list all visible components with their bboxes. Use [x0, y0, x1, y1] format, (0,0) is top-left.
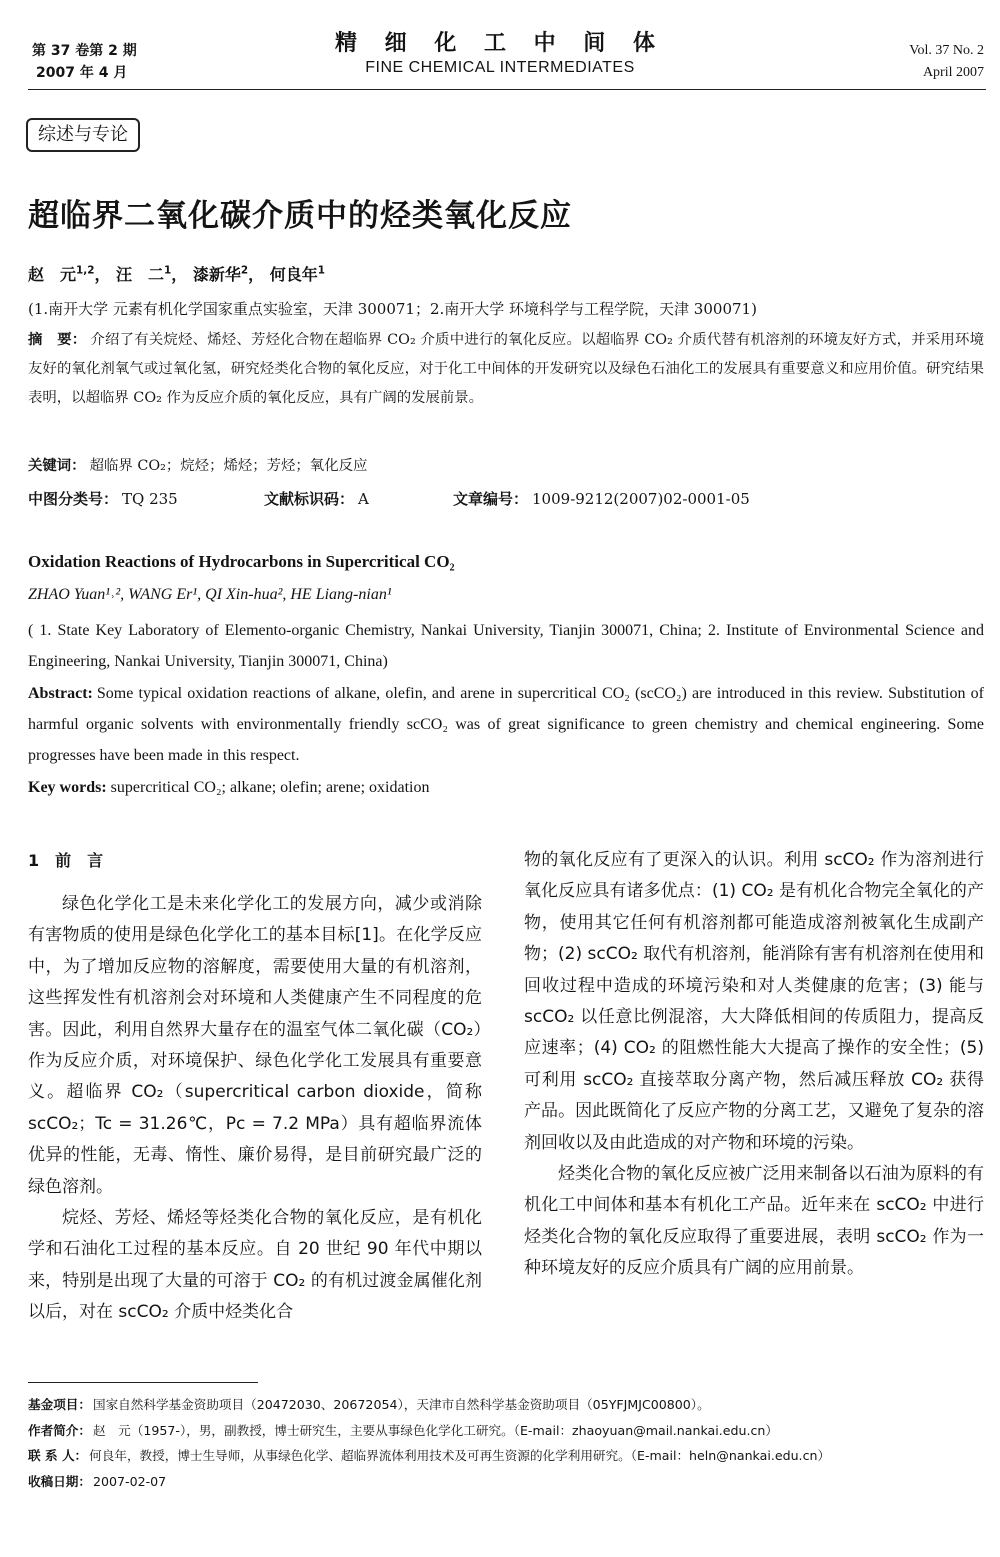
- date-en: April 2007: [922, 65, 984, 80]
- footnote-label: 联 系 人：: [28, 1448, 88, 1463]
- keywords-cn-label: 关键词：: [28, 458, 86, 474]
- abstract-cn-label: 摘 要：: [28, 332, 87, 348]
- author-name: 何良年: [269, 265, 318, 284]
- body-paragraph: 烃类化合物的氧化反应被广泛用来制备以石油为原料的有机化工中间体和基本有机化工产品。近年来在 scCO₂ 中进行烃类化合物的氧化反应取得了重要进展，表明 scCO₂ 作为一种环境友好的反应介质具有广阔的应用前景。: [524, 1164, 984, 1279]
- volume-issue-en: Vol. 37 No. 2: [909, 43, 984, 58]
- date-cn: 2007 年 4 月: [36, 65, 128, 81]
- volume-issue-cn: 第 37 卷第 2 期: [32, 43, 137, 59]
- author-affil-mark: 1,2: [76, 264, 95, 277]
- article-number-value: 1009-9212(2007)02-0001-05: [532, 490, 750, 508]
- author-separator: ，: [171, 265, 188, 284]
- footnote-label: 基金项目：: [28, 1397, 91, 1412]
- footnote-divider: [28, 1382, 258, 1383]
- english-keywords-label: Key words:: [28, 779, 107, 796]
- clc-label: 中图分类号：: [28, 490, 119, 508]
- footnotes: [28, 1392, 984, 1494]
- header-right: [909, 40, 984, 84]
- journal-name-cn: 精 细 化 工 中 间 体: [335, 31, 665, 56]
- english-title: Oxidation Reactions of Hydrocarbons in Supercritical CO₂: [28, 552, 455, 571]
- doc-code-label: 文献标识码：: [264, 490, 355, 508]
- author-separator: ，: [248, 265, 265, 284]
- header-divider: [28, 89, 986, 90]
- keywords-cn: [28, 452, 984, 481]
- author-list: [28, 262, 325, 285]
- paper-title: 超临界二氧化碳介质中的烃类氧化反应: [28, 198, 572, 234]
- author-name: 汪 二: [116, 265, 165, 284]
- footnote-contact: [28, 1443, 984, 1469]
- section-tag: 综述与专论: [26, 118, 140, 152]
- footnote-text: 赵 元（1957-），男，副教授，博士研究生，主要从事绿色化学化工研究。（E-mail：zhaoyuan@mail.nankai.edu.cn）: [92, 1422, 778, 1438]
- doc-code-value: A: [358, 490, 369, 508]
- footnote-text: 2007-02-07: [92, 1473, 167, 1489]
- author-name: 漆新华: [192, 265, 241, 284]
- footnote-text: 何良年，教授，博士生导师，从事绿色化学、超临界流体利用技术及可再生资源的化学利用研究。（E-mail：heln@nankai.edu.cn）: [89, 1448, 831, 1463]
- author-affil-mark: 2: [240, 264, 249, 277]
- body-column-right: [524, 845, 984, 1285]
- footnote-label: 作者简介：: [28, 1422, 91, 1438]
- abstract-cn-text: 介绍了有关烷烃、烯烃、芳烃化合物在超临界 CO₂ 介质中进行的氧化反应。以超临界 CO₂ 介质代替有机溶剂的环境友好方式，并采用环境友好的氧化剂氧气或过氧化氢，研究烃类化合物的氧化反应，对于化工中间体的开发研究以及绿色石油化工的发展具有重要意义和应用价值。研究结果表明，以超临界 CO₂ 作为反应介质的氧化反应，具有广阔的发展前景。: [28, 332, 984, 406]
- english-abstract-label: Abstract:: [28, 685, 93, 702]
- header-left: [32, 40, 137, 84]
- english-affiliation: ( 1. State Key Laboratory of Elemento-organic Chemistry, Nankai University, Tianjin 300071, China; 2. Institute of Environmental Science and Engineering, Nankai University, Tianjin 300071, China): [28, 622, 984, 670]
- english-keywords: [28, 772, 984, 803]
- article-number-label: 文章编号：: [453, 490, 529, 508]
- english-authors: ZHAO Yuan¹˒², WANG Er¹, QI Xin-hua², HE Liang-nian¹: [28, 586, 392, 603]
- clc-number: [28, 485, 178, 513]
- body-paragraph: 物的氧化反应有了更深入的认识。利用 scCO₂ 作为溶剂进行氧化反应具有诸多优点：(1) CO₂ 是有机化合物完全氧化的产物，使用其它任何有机溶剂都可能造成溶剂被氧化生成副产物；(2) scCO₂ 取代有机溶剂，能消除有害有机溶剂在使用和回收过程中造成的环境污染和对人类健康的危害；(3) 能与 scCO₂ 以任意比例混溶，大大降低相间的传质阻力，提高反应速率；(4) CO₂ 的阻燃性能大大提高了操作的安全性；(5) 可利用 scCO₂ 直接萃取分离产物，然后减压释放 CO₂ 获得产品。因此既简化了反应产物的分离工艺，又避免了复杂的溶剂回收以及由此造成的对产物和环境的污染。: [524, 850, 984, 1153]
- author-separator: ，: [94, 265, 111, 284]
- footnote-author: [28, 1418, 984, 1444]
- body-paragraph: 烷烃、芳烃、烯烃等烃类化合物的氧化反应，是有机化学和石油化工过程的基本反应。自 20 世纪 90 年代中期以来，特别是出现了大量的可溶于 CO₂ 的有机过渡金属催化剂以后，对在 scCO₂ 介质中烃类化合: [28, 1208, 482, 1323]
- affiliation-cn: (1.南开大学 元素有机化学国家重点实验室，天津 300071；2.南开大学 环境科学与工程学院，天津 300071): [28, 300, 757, 318]
- footnote-label: 收稿日期：: [28, 1473, 91, 1489]
- footnote-received: [28, 1469, 984, 1495]
- body-paragraph: 绿色化学化工是未来化学化工的发展方向，减少或消除有害物质的使用是绿色化学化工的基本目标[1]。在化学反应中，为了增加反应物的溶解度，需要使用大量的有机溶剂，这些挥发性有机溶剂会对环境和人类健康产生不同程度的危害。因此，利用自然界大量存在的温室气体二氧化碳（CO₂）作为反应介质，对环境保护、绿色化学化工发展具有重要意义。超临界 CO₂（supercritical carbon dioxide，简称 scCO₂；Tc = 31.26℃，Pc = 7.2 MPa）具有超临界流体优异的性能，无毒、惰性、廉价易得，是目前研究最广泛的绿色溶剂。: [28, 894, 482, 1197]
- document-code: [264, 485, 369, 513]
- author-affil-mark: 1: [317, 264, 325, 277]
- author-name: 赵 元: [28, 265, 77, 284]
- english-keywords-text: supercritical CO₂; alkane; olefin; arene; oxidation: [110, 779, 430, 796]
- section-heading: 1 前 言: [28, 851, 104, 870]
- abstract-cn: [28, 326, 984, 413]
- footnote-fund: [28, 1392, 984, 1418]
- footnote-text: 国家自然科学基金资助项目（20472030、20672054），天津市自然科学基金资助项目（05YFJMJC00800）。: [92, 1397, 710, 1412]
- keywords-cn-text: 超临界 CO₂；烷烃；烯烃；芳烃；氧化反应: [89, 458, 368, 474]
- clc-value: TQ 235: [122, 490, 178, 508]
- journal-name: [330, 30, 670, 78]
- article-number: [453, 485, 750, 513]
- journal-name-en: FINE CHEMICAL INTERMEDIATES: [365, 59, 635, 76]
- english-abstract: [28, 678, 984, 771]
- body-column-left: [28, 889, 482, 1329]
- author-affil-mark: 1: [164, 264, 172, 277]
- english-abstract-text: Some typical oxidation reactions of alkane, olefin, and arene in supercritical CO₂ (scCO₂) are introduced in this review. Substitution of harmful organic solvents with environmentally friendly scCO₂ was of great significance to green chemistry and chemical engineering. Some progresses have been made in this respect.: [28, 685, 984, 764]
- classification-line: [28, 485, 984, 513]
